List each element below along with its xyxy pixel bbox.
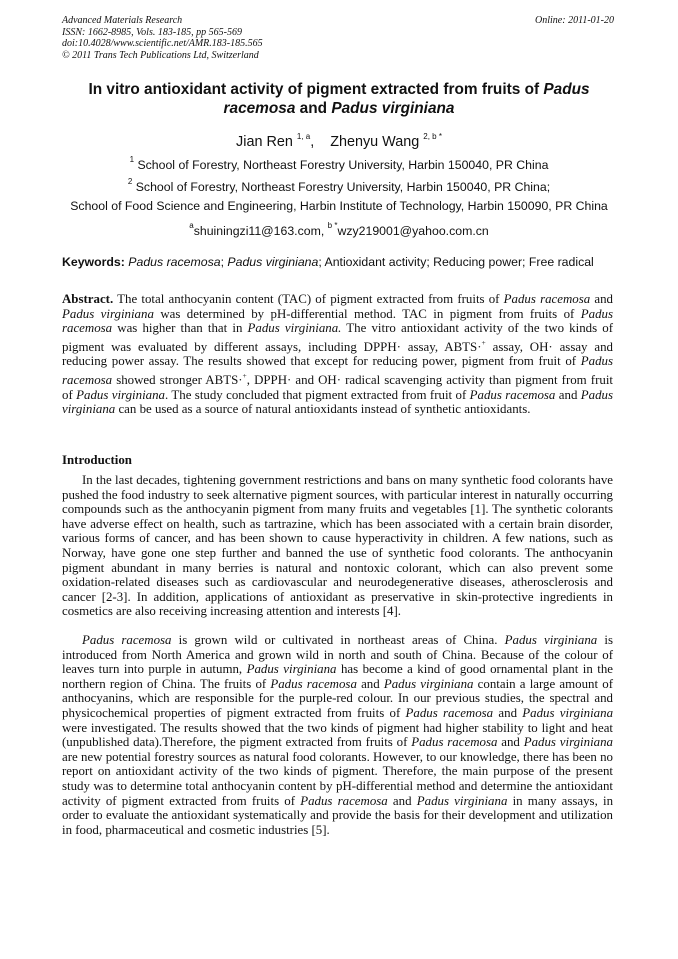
email-line xyxy=(30,221,648,238)
author-line xyxy=(62,132,616,150)
journal-name: Advanced Materials Research xyxy=(62,15,183,26)
keyword-2: Padus virginiana xyxy=(227,255,319,269)
abstract-text: . The study concluded that pigment extracted from fruit of xyxy=(165,387,470,402)
abstract-text: , DPPH· and OH· radical scavenging activity than pigment from fruit of xyxy=(62,372,613,402)
doi-line: doi:10.4028/www.scientific.net/AMR.183-185.565 xyxy=(62,38,263,50)
online-date: Online: 2011-01-20 xyxy=(535,15,614,26)
email-a: shuiningzi11@163.com, xyxy=(193,224,328,238)
title-part2: and xyxy=(295,100,332,117)
abstract-species: Padus racemosa xyxy=(62,354,613,387)
abstract-text: can be used as a source of natural antioxidants instead of synthetic antioxidants. xyxy=(115,402,531,417)
intro-species: Padus virginiana xyxy=(522,705,614,720)
intro-species: Padus racemosa xyxy=(411,735,498,750)
abstract-text: and xyxy=(555,387,581,402)
abstract-text: was determined by pH-differential method. TAC in pigment from fruits of xyxy=(153,306,581,321)
abstract-text: The total anthocyanin content (TAC) of pigment extracted from fruits of xyxy=(113,292,504,306)
abstract-species: Padus virginiana. xyxy=(247,321,342,336)
author-sep: , xyxy=(310,134,315,150)
abstract-label: Abstract. xyxy=(62,292,114,306)
keywords-line: Keywords: Padus racemosa; Padus virginiana; Antioxidant activity; Reducing power; Free radical xyxy=(62,255,594,269)
affiliation-3: School of Food Science and Engineering, Harbin Institute of Technology, Harbin 150090, PR China xyxy=(70,199,608,213)
abstract-species: Padus virginiana xyxy=(76,387,165,402)
abstract-text: The vitro antioxidant activity of the two kinds of pigment was evaluated by different assays, including DPPH· assay, ABTS· xyxy=(62,321,613,354)
keywords-label: Keywords: xyxy=(62,255,125,269)
intro-text: and xyxy=(497,735,524,750)
author-1-sup: 1, a xyxy=(296,132,311,141)
abstract-text: showed stronger ABTS· xyxy=(112,372,243,387)
intro-text: is grown wild or cultivated in northeast areas of China. xyxy=(171,633,505,647)
affiliation-2 xyxy=(30,177,648,194)
abstract-species: Padus racemosa xyxy=(469,387,556,402)
abstract-species: Padus racemosa xyxy=(503,292,591,306)
aff2-text: School of Forestry, Northeast Forestry University, Harbin 150040, PR China; xyxy=(135,180,551,194)
intro-species: Padus virginiana xyxy=(383,676,474,691)
intro-species: Padus virginiana xyxy=(246,662,337,677)
abstract-species: Padus virginiana xyxy=(62,306,154,321)
intro-species: Padus virginiana xyxy=(523,735,613,750)
intro-text: in many assays, in order to evaluate the antioxidant systematically and provide the basis for their development and utilization in food, pharmaceutical and cosmetic industries [5]. xyxy=(62,793,614,837)
email-a-sup: a xyxy=(189,221,194,230)
author-2: Zhenyu Wang xyxy=(330,134,420,150)
aff1-text: School of Forestry, Northeast Forestry University, Harbin 150040, PR China xyxy=(137,158,549,172)
author-1: Jian Ren xyxy=(236,134,293,150)
title-part1: In vitro antioxidant activity of pigment extracted from fruits of xyxy=(88,81,544,98)
affiliation-1 xyxy=(30,155,648,172)
issn-line: ISSN: 1662-8985, Vols. 183-185, pp 565-569 xyxy=(62,26,242,38)
intro-text: and xyxy=(387,793,417,808)
intro-p1-text: In the last decades, tightening government restrictions and bans on many synthetic food colorants have pushed the food industry to seek alternative pigment sources, with particular interest in naturally occurring compounds such as the anthocyanin pigment from many fruits and vegetables [1]. The synthetic colorants have adverse effect on health, such as tartrazine, which has been associated with a certain brain disorder, various forms of cancer, and has been shown to cause hyperactivity in children. A few nations, such as Norway, have gone one step further and banned the use of synthetic food colorants. The anthocyanin pigment abundant in many berries is natural and nontoxic colorant, which can also prevent some oxidation-related diseases such as cardiovascular and neurodegenerative diseases, atherosclerosis and cancer [2-3]. In addition, applications of antioxidant as preservative in skin-protective ingredients in cosmetics are also receiving increasing attention and interests [4]. xyxy=(62,473,613,619)
intro-text: has become a kind of good ornamental plant in the northern region of China. The fruits of xyxy=(62,662,613,691)
email-b: wzy219001@yahoo.com.cn xyxy=(337,224,489,238)
intro-text: are new potential forestry sources as natural food colorants. However, to our knowledge, there has been no report on antioxidant activity of the two kinds of pigment. Therefore, the main purpose of the present study was to determine total anthocyanin content by pH-differential method and determine the antioxidant activity of pigment extracted from fruits of xyxy=(62,749,613,808)
email-b-sup: b * xyxy=(327,221,338,230)
intro-species: Padus virginiana xyxy=(416,793,508,808)
intro-text: and xyxy=(356,676,384,691)
intro-text: and xyxy=(493,705,523,720)
intro-text: were investigated. The results showed that the two kinds of pigment had higher stability to light and heat (unpublished data).Therefore, the pigment extracted from fruits of xyxy=(62,720,613,750)
title-species1: Padus racemosa xyxy=(223,81,590,117)
intro-species: Padus racemosa xyxy=(300,793,388,808)
intro-species: Padus racemosa xyxy=(270,676,357,691)
abstract-species: Padus virginiana xyxy=(62,387,614,417)
aff1-sup: 1 xyxy=(129,155,135,164)
keyword-1: Padus racemosa xyxy=(128,255,221,269)
abstract-text: assay, OH· assay and reducing power assay. The results showed that except for reducing power, pigment from fruit of xyxy=(62,339,613,369)
abstract-species: Padus racemosa xyxy=(62,306,613,336)
paper-title xyxy=(62,80,616,118)
title-species2: Padus virginiana xyxy=(331,100,455,117)
journal-meta xyxy=(62,15,263,61)
intro-text: contain a large amount of anthocyanins, which are responsible for the purple-red colour. In our previous studies, the spectral and physicochemical properties of pigment extracted from fruits of xyxy=(62,676,613,720)
abstract-text: was higher than that in xyxy=(112,321,248,336)
copyright-line: © 2011 Trans Tech Publications Ltd, Switzerland xyxy=(62,49,259,61)
intro-species: Padus racemosa xyxy=(82,633,172,647)
intro-species: Padus virginiana xyxy=(504,633,598,647)
introduction-heading: Introduction xyxy=(62,453,132,467)
abstract-text: and xyxy=(590,292,614,306)
abstract-superscript: + xyxy=(481,337,486,347)
abstract xyxy=(62,292,613,417)
author-2-sup: 2, b * xyxy=(423,132,442,141)
introduction-paragraph-2 xyxy=(62,633,613,837)
abstract-superscript: + xyxy=(242,370,247,380)
aff2-sup: 2 xyxy=(127,177,133,186)
introduction-paragraph-1 xyxy=(62,473,613,619)
intro-text: is introduced from North America and grown wild in north and south of China. Because of the colour of leaves turn into purple in autumn, xyxy=(62,633,613,677)
intro-species: Padus racemosa xyxy=(405,705,494,720)
keywords-rest: ; Antioxidant activity; Reducing power; Free radical xyxy=(318,255,594,269)
